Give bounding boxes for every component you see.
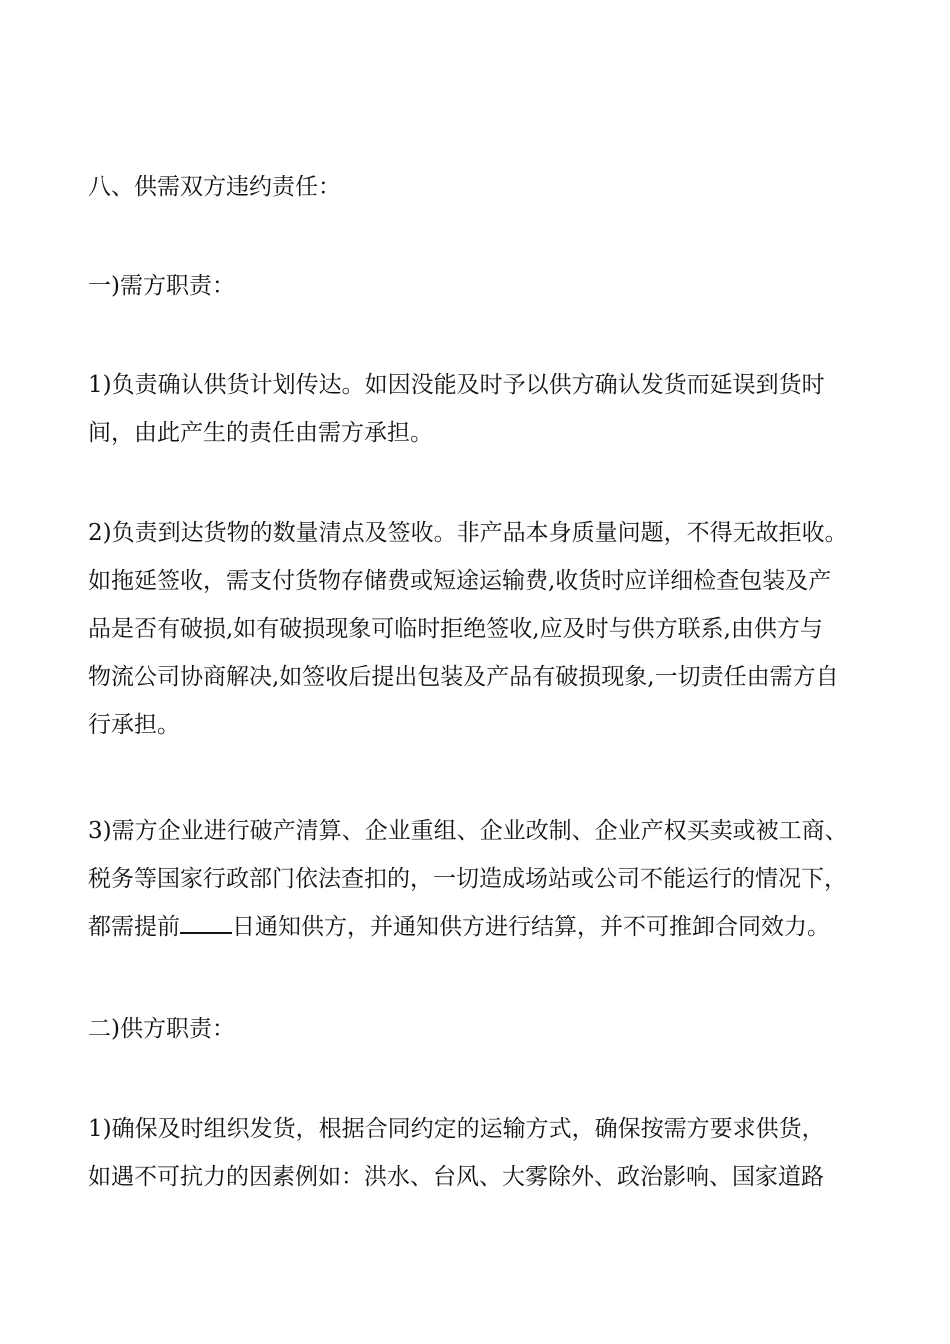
paragraph-line: 物流公司协商解决,如签收后提出包装及产品有破损现象,一切责任由需方自 — [88, 664, 839, 690]
paragraph-line: 1)负责确认供货计划传达。如因没能及时予以供方确认发货而延误到货时 — [88, 372, 825, 398]
text-before-blank: 都需提前 — [88, 914, 180, 940]
paragraph-line: 间，由此产生的责任由需方承担。 — [88, 420, 433, 446]
fill-in-blank — [180, 910, 232, 934]
paragraph-line: 3)需方企业进行破产清算、企业重组、企业改制、企业产权买卖或被工商、 — [88, 818, 848, 844]
section2-item1 — [88, 1105, 888, 1201]
heading-text: 八、供需双方违约责任： — [88, 174, 341, 200]
section1-item1 — [88, 361, 888, 457]
section1-title-text: 一)需方职责： — [88, 273, 235, 299]
section1-item3 — [88, 807, 888, 951]
text-after-blank: 日通知供方，并通知供方进行结算，并不可推卸合同效力。 — [232, 914, 830, 940]
paragraph-line: 行承担。 — [88, 712, 180, 738]
section1-title — [88, 262, 888, 310]
paragraph-line: 如遇不可抗力的因素例如：洪水、台风、大雾除外、政治影响、国家道路 — [88, 1164, 824, 1190]
paragraph-line-with-blank — [88, 903, 888, 951]
section2-title-text: 二)供方职责： — [88, 1016, 235, 1042]
paragraph-line: 品是否有破损,如有破损现象可临时拒绝签收,应及时与供方联系,由供方与 — [88, 616, 823, 642]
section-heading — [88, 163, 888, 211]
section1-item2 — [88, 509, 888, 749]
paragraph-line: 税务等国家行政部门依法查扣的，一切造成场站或公司不能运行的情况下， — [88, 866, 847, 892]
section2-title — [88, 1005, 888, 1053]
paragraph-line: 2)负责到达货物的数量清点及签收。非产品本身质量问题，不得无故拒收。 — [88, 520, 848, 546]
paragraph-line: 1)确保及时组织发货，根据合同约定的运输方式，确保按需方要求供货， — [88, 1116, 825, 1142]
paragraph-line: 如拖延签收，需支付货物存储费或短途运输费,收货时应详细检查包装及产 — [88, 568, 832, 594]
